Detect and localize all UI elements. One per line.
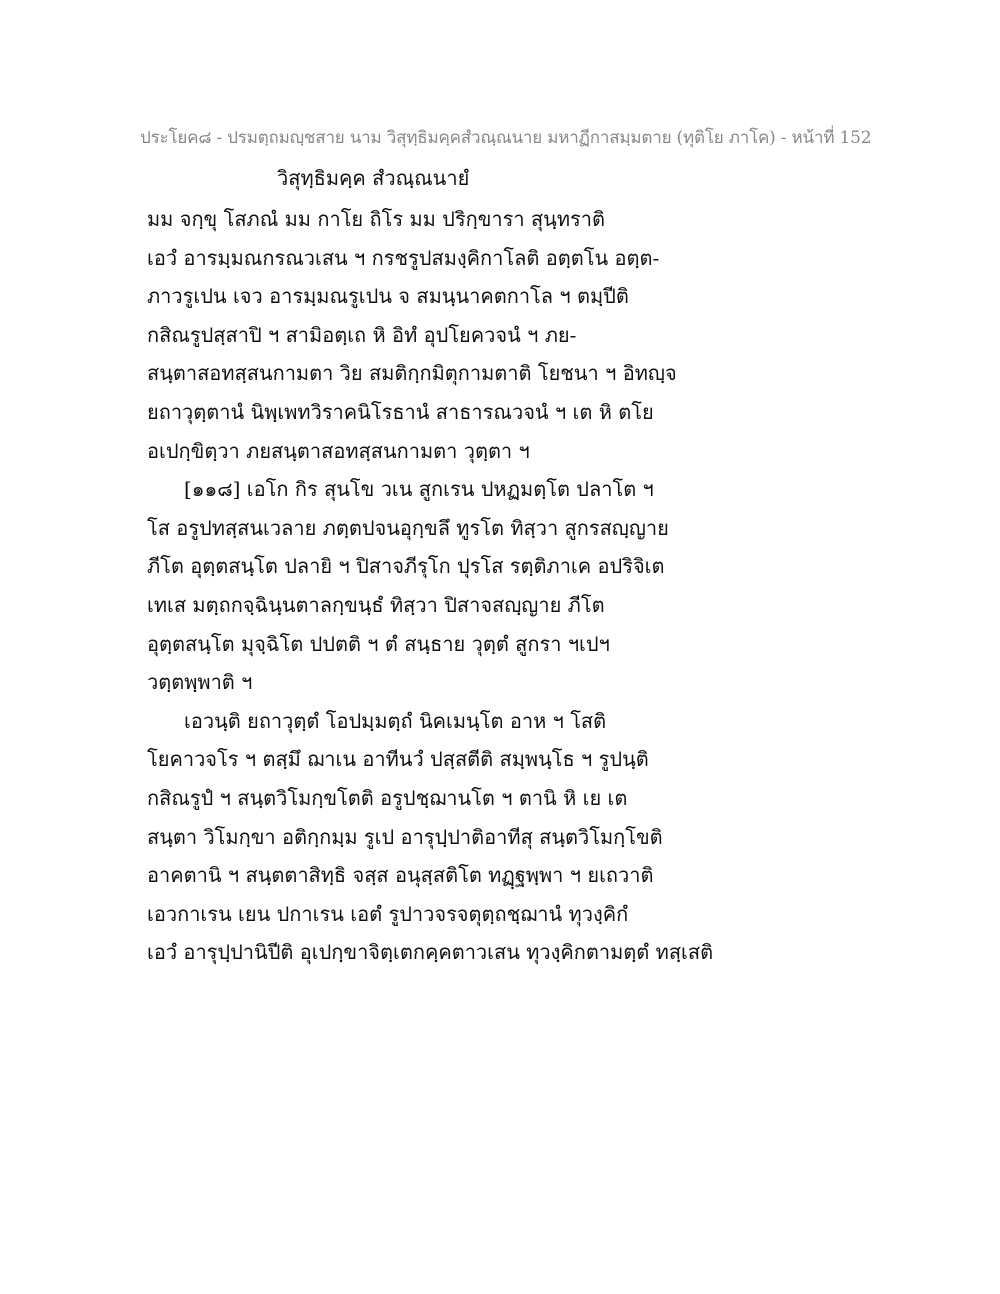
text-line: โส อรูปทสฺสนเวลาย ภตฺตปจนอุกฺขลึ ทูรโต ทิสฺวา สูกรสญฺญาย [147,515,669,540]
text-line: อาคตานิ ฯ สนฺตตาสิทฺธิ จสฺส อนุสฺสติโต ทฏฺฐพฺพา ฯ ยเถวาติ [147,863,654,888]
body-text [147,200,867,972]
text-line: มม จกฺขุ โสภณํ มม กาโย ถิโร มม ปริกฺขารา สุนฺทราติ [147,207,605,231]
paragraph-1 [147,200,867,470]
text-line: เทเส มตฺถกจฺฉินฺนตาลกฺขนฺธํ ทิสฺวา ปิสาจสญฺญาย ภีโต [147,592,605,617]
text-line: อุตฺตสนฺโต มุจฺฉิโต ปปตติ ฯ ตํ สนฺธาย วุตฺตํ สูกรา ฯเปฯ [147,631,610,656]
page-header: ประโยค๘ - ปรมตฺถมญฺชสาย นาม วิสุทฺธิมคฺคสํวณฺณนาย มหาฏีกาสมฺมตาย (ทุติโย ภาโค) - หน้าที่ 152 [140,128,872,148]
text-line: สนฺตา วิโมกฺขา อติกฺกมฺม รูเป อารุปฺปาติอาทีสุ สนฺตวิโมกฺโขติ [147,824,663,849]
text-line: ภาวรูเปน เจว อารมฺมณรูเปน จ สมนฺนาคตกาโล ฯ ตมฺปีติ [147,284,629,309]
text-line: อเปกฺขิตฺวา ภยสนฺตาสอทสฺสนกามตา วุตฺตา ฯ [147,438,530,463]
text-line: กสิณรูปสฺสาปิ ฯ สามิอตฺเถ หิ อิทํ อุปโยควจนํ ฯ ภย- [147,322,577,347]
text-line: เอวํ อารุปฺปานิปีติ อุเปกฺขาจิตฺเตกคฺคตาวเสน ทุวงฺคิกตามตฺตํ ทสฺเสติ [147,940,714,965]
paragraph-3 [147,702,867,972]
paragraph-2 [147,470,867,702]
text-line: เอวนฺติ ยถาวุตฺตํ โอปมฺมตฺถํ นิคเมนฺโต อาห ฯ โสติ [184,708,607,733]
text-line: เอวกาเรน เยน ปกาเรน เอตํ รูปาวจรจตุตฺถชฺฌานํ ทุวงฺคิกํ [147,901,629,926]
text-line: เอวํ อารมฺมณกรณวเสน ฯ กรชรูปสมงฺคิกาโลติ อตฺตโน อตฺต- [147,245,660,270]
page-subtitle: วิสุทฺธิมคฺค สํวณฺณนายํ [277,166,470,190]
text-line: สนฺตาสอทสฺสนกามตา วิย สมติกฺกมิตุกามตาติ โยชนา ฯ อิทญฺจ [147,361,677,386]
text-line: [๑๑๘] เอโก กิร สุนโข วเน สูกเรน ปหฏมตฺโต ปลาโต ฯ [184,477,654,502]
text-line: ภีโต อุตฺตสนฺโต ปลายิ ฯ ปิสาจภีรุโก ปุรโส รตฺติภาเค อปริจิเต [147,554,665,579]
text-line: กสิณรูปํ ฯ สนฺตวิโมกฺขโตติ อรูปชฺฌานโต ฯ ตานิ หิ เย เต [147,785,628,810]
text-line: โยคาวจโร ฯ ตสฺมึ ฌาเน อาทีนวํ ปสฺสตีติ สมฺพนฺโธ ฯ รูปนฺติ [147,747,649,772]
text-line: ยถาวุตฺตานํ นิพฺเพทวิราคนิโรธานํ สาธารณวจนํ ฯ เต หิ ตโย [147,399,654,424]
text-line: วตฺตพฺพาติ ฯ [147,670,253,695]
